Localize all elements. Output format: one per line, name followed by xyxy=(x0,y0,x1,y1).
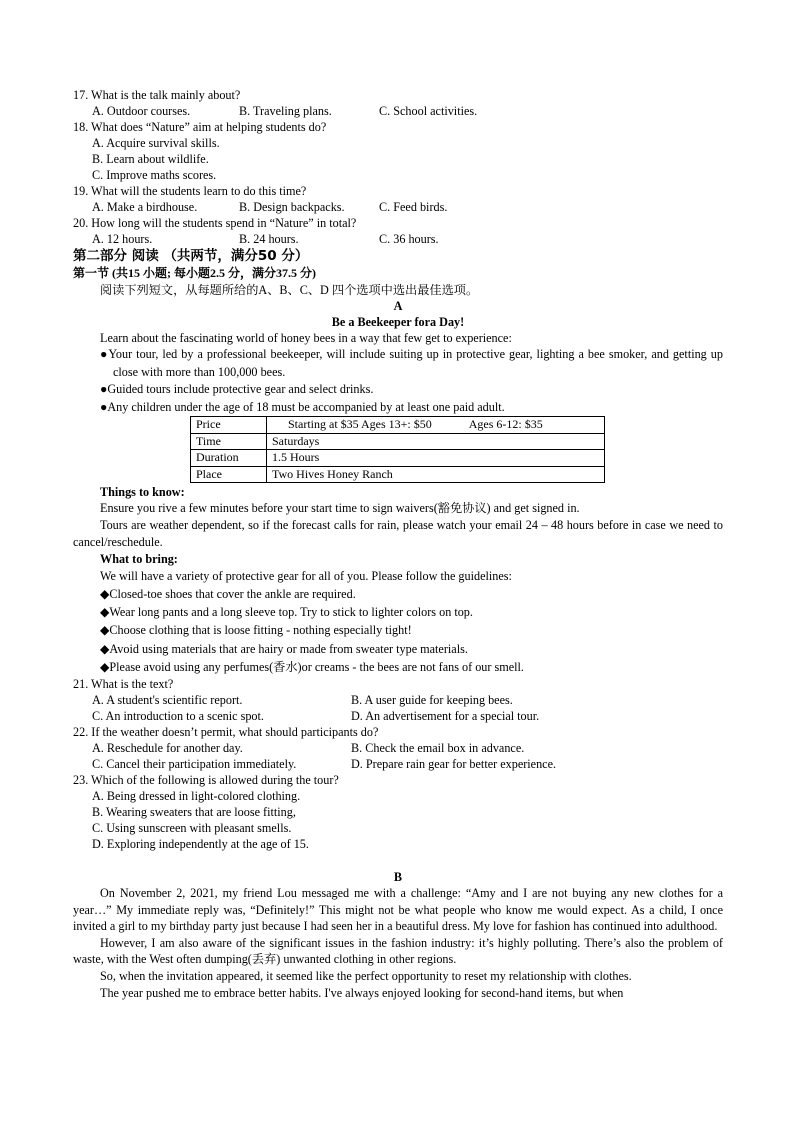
option-c: C. Improve maths scores. xyxy=(92,168,217,182)
question-stem: 19. What will the students learn to do this time? xyxy=(73,184,307,198)
question-19 xyxy=(73,183,723,215)
time-label: Time xyxy=(191,433,267,450)
option-c: C. Cancel their participation immediately. xyxy=(92,757,297,772)
question-stem: 23. Which of the following is allowed during the tour? xyxy=(73,773,339,788)
option-c: C. School activities. xyxy=(379,104,478,118)
question-21 xyxy=(73,676,723,724)
options xyxy=(73,231,723,247)
option-b: B. Learn about wildlife. xyxy=(92,152,209,166)
option-d: D. Exploring independently at the age of 15. xyxy=(92,837,309,852)
option-c: C. Using sunscreen with pleasant smells. xyxy=(92,821,292,836)
option-b: B. Wearing sweaters that are loose fitting, xyxy=(92,805,296,820)
option-c: C. Feed birds. xyxy=(379,200,448,214)
question-stem: 22. If the weather doesn’t permit, what should participants do? xyxy=(73,725,379,740)
duration-value: 1.5 Hours xyxy=(267,450,605,467)
option-d: D. Prepare rain gear for better experience. xyxy=(351,757,557,772)
tour-info-table xyxy=(190,416,605,483)
guideline-item: ◆Wear long pants and a long sleeve top. Try to stick to lighter colors on top. xyxy=(100,605,473,620)
guideline-item: ◆Closed-toe shoes that cover the ankle are required. xyxy=(100,587,356,601)
bring-intro: We will have a variety of protective gear for all of you. Please follow the guidelines: xyxy=(100,569,512,583)
passage-title: Be a Beekeeper fora Day! xyxy=(331,315,465,329)
question-20 xyxy=(73,215,723,247)
options xyxy=(73,199,723,215)
time-value: Saturdays xyxy=(267,433,605,450)
question-stem: 20. How long will the students spend in “Nature” in total? xyxy=(73,216,357,230)
bullet-item: ●Guided tours include protective gear and select drinks. xyxy=(100,382,374,396)
options-row xyxy=(73,740,723,756)
guideline-item: ◆Please avoid using any perfumes(香水)or creams - the bees are not fans of our smell. xyxy=(100,659,524,674)
price-value xyxy=(267,417,605,434)
price-extra: Ages 6-12: $35 xyxy=(468,417,543,431)
place-value: Two Hives Honey Ranch xyxy=(267,466,605,483)
option-a: A. A student's scientific report. xyxy=(92,693,243,708)
things-paragraph: Tours are weather dependent, so if the forecast calls for rain, please watch your email 24 – 48 hours before in case we need to cancel/reschedule. xyxy=(73,518,723,549)
option-b: B. 24 hours. xyxy=(239,232,299,246)
passage-paragraph: However, I am also aware of the significant issues in the fashion industry: it’s highly polluting. There’s also the problem of waste, with the West often dumping(丢弃) unwanted clothing in other regions. xyxy=(73,935,723,967)
passage-letter-a: A xyxy=(393,299,403,313)
option-a: A. Outdoor courses. xyxy=(92,104,191,118)
option-d: D. An advertisement for a special tour. xyxy=(351,709,540,724)
option-b: B. Check the email box in advance. xyxy=(351,741,525,756)
options-row xyxy=(73,708,723,724)
part-title: 第二部分 阅读 （共两节，满分50 分） xyxy=(73,248,309,264)
guideline-item: ◆Avoid using materials that are hairy or made from sweater type materials. xyxy=(100,641,468,656)
place-label: Place xyxy=(191,466,267,483)
table-row xyxy=(191,417,605,434)
exam-page xyxy=(73,87,723,1001)
things-paragraph: Ensure you rive a few minutes before your start time to sign waivers(豁免协议) and get signed in. xyxy=(100,501,580,515)
options-row xyxy=(73,756,723,772)
section-title: 第一节 (共15 小题; 每小题2.5 分，满分37.5 分) xyxy=(73,266,316,280)
question-stem: 18. What does “Nature” aim at helping students do? xyxy=(73,120,327,134)
option-c: C. 36 hours. xyxy=(379,232,439,246)
option-a: A. Reschedule for another day. xyxy=(92,741,243,756)
guideline-item: ◆Choose clothing that is loose fitting - nothing especially tight! xyxy=(100,623,412,638)
passage-paragraph: The year pushed me to embrace better habits. I've always enjoyed looking for second-hand items, but when xyxy=(100,985,624,1000)
question-23 xyxy=(73,772,723,852)
option-a: A. Acquire survival skills. xyxy=(92,136,220,150)
question-18 xyxy=(73,119,723,183)
option-a: A. Make a birdhouse. xyxy=(92,200,198,214)
option-c: C. An introduction to a scenic spot. xyxy=(92,709,264,724)
question-stem: 17. What is the talk mainly about? xyxy=(73,88,241,102)
bring-heading: What to bring: xyxy=(100,552,178,566)
option-b: B. A user guide for keeping bees. xyxy=(351,693,513,708)
passage-intro: Learn about the fascinating world of honey bees in a way that few get to experience: xyxy=(100,331,512,345)
option-a: A. Being dressed in light-colored clothing. xyxy=(92,789,301,804)
passage-paragraph: So, when the invitation appeared, it seemed like the perfect opportunity to reset my relationship with clothes. xyxy=(100,968,632,983)
duration-label: Duration xyxy=(191,450,267,467)
question-17 xyxy=(73,87,723,119)
passage-paragraph: On November 2, 2021, my friend Lou messaged me with a challenge: “Amy and I are not buying any new clothes for a year…” My immediate reply was, “Definitely!” This might not be what people who know me would expect. As a child, I once invited a girl to my birthday party just because I had seen her in a beautiful dress. My love for fashion has continued into adulthood. xyxy=(73,886,723,934)
price-text: Starting at $35 Ages 13+: $50 xyxy=(288,417,432,431)
bullet-item: ●Any children under the age of 18 must be accompanied by at least one paid adult. xyxy=(100,399,505,414)
bullet-item: ●Your tour, led by a professional beekeeper, will include suiting up in protective gear, lighting a bee smoker, and getting up close with more than 100,000 bees. xyxy=(100,347,723,379)
table-row xyxy=(191,466,605,483)
options xyxy=(73,103,723,119)
option-b: B. Traveling plans. xyxy=(239,104,332,118)
option-a: A. 12 hours. xyxy=(92,232,153,246)
things-heading: Things to know: xyxy=(100,485,185,499)
passage-letter-b: B xyxy=(393,870,403,885)
option-b: B. Design backpacks. xyxy=(239,200,345,214)
options-row xyxy=(73,692,723,708)
question-22 xyxy=(73,724,723,772)
table-row xyxy=(191,450,605,467)
table-row xyxy=(191,433,605,450)
instruction: 阅读下列短文，从每题所给的A、B、C、D 四个选项中选出最佳选项。 xyxy=(100,283,479,297)
price-label: Price xyxy=(191,417,267,434)
question-stem: 21. What is the text? xyxy=(73,677,174,692)
